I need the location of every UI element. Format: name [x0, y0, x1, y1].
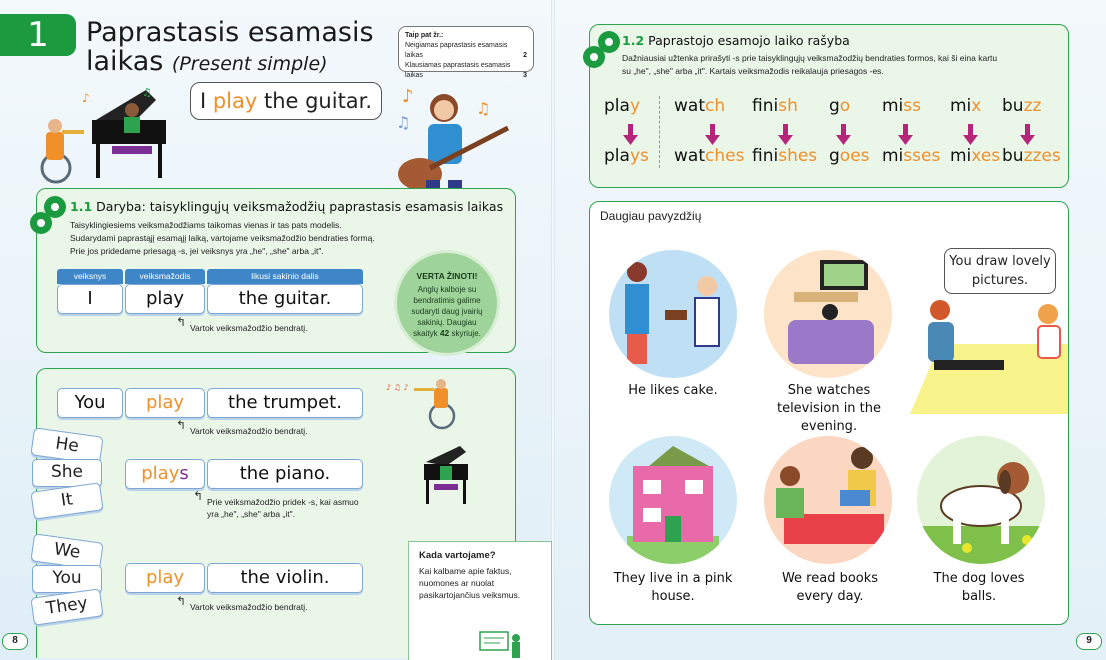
gear-icon — [30, 212, 52, 234]
section-number: 1.2 — [622, 33, 645, 48]
svg-text:♪ ♫ ♪: ♪ ♫ ♪ — [386, 383, 409, 392]
illustration-cake — [609, 250, 737, 378]
illustration-drawing — [910, 294, 1068, 414]
column-header-subject: veiksnys — [57, 269, 123, 284]
section-title-text: Daryba: taisyklingųjų veiksmažodžių paprastasis esamasis laikas — [96, 199, 504, 214]
speech-bubble-draw: You draw lovely pictures. — [944, 248, 1056, 294]
did-you-know-ref[interactable]: 42 — [439, 328, 450, 338]
spelling-result-6: mixes — [950, 146, 1001, 166]
did-you-know-text: Anglų kalboje su bendratimis galime sudaryti daug įvairių sakinių. Daugiau skaityk — [411, 285, 483, 338]
pronoun-he: He — [30, 427, 103, 464]
pronoun-it: It — [30, 482, 103, 519]
spelling-base-5: miss — [882, 96, 922, 116]
pronoun-you: You — [32, 565, 102, 593]
spelling-result-3: finishes — [752, 146, 818, 166]
caption-reading: We read books every day. — [781, 571, 879, 604]
illustration-reading — [764, 436, 892, 564]
puzzle-verb: play — [125, 284, 205, 314]
spelling-result-4: goes — [829, 146, 870, 166]
spelling-result-2: watches — [674, 146, 745, 166]
puzzle-rest: the guitar. — [207, 284, 363, 314]
illustration-pink-house — [609, 436, 737, 564]
title-line2: laikas — [86, 46, 164, 77]
caption-television: She watches television in the evening. — [776, 383, 882, 434]
column-header-rest: likusi sakinio dalis — [207, 269, 363, 284]
row3-rest: the violin. — [207, 563, 363, 593]
section-1-1-title — [70, 199, 503, 214]
speech-verb: play — [212, 89, 258, 113]
section-title-text: Paprastojo esamojo laiko rašyba — [648, 33, 850, 48]
note-use-infinitive: ↰ Vartok veiksmažodžio bendratį. — [190, 322, 307, 334]
row1-note: ↰ Vartok veiksmažodžio bendratį. — [190, 425, 307, 437]
pronoun-she: She — [32, 459, 102, 487]
page-number-right: 9 — [1076, 633, 1102, 650]
caption-pink-house: They live in a pink house. — [613, 571, 733, 604]
spelling-base-7: buzz — [1002, 96, 1042, 116]
see-also-heading: Taip pat žr.: — [405, 32, 444, 39]
title-subtitle: (Present simple) — [171, 53, 328, 75]
spelling-result-7: buzzes — [1002, 146, 1061, 166]
svg-text:♪: ♪ — [402, 86, 414, 107]
row3-note: ↰ Vartok veiksmažodžio bendratį. — [190, 601, 307, 613]
row1-verb-text: play — [145, 392, 185, 413]
svg-text:♫: ♫ — [396, 113, 411, 132]
illustration-dog — [917, 436, 1045, 564]
spelling-base-4: go — [829, 96, 851, 116]
when-to-use-heading: Kada vartojame? — [419, 550, 496, 561]
row2-verb-text: play — [141, 463, 180, 484]
teacher-board-icon — [478, 630, 528, 660]
section-1-2-title — [622, 33, 850, 48]
page-title — [86, 18, 374, 79]
spelling-base-2: watch — [674, 96, 726, 116]
caption-cake: He likes cake. — [628, 383, 718, 398]
see-also-item-1[interactable]: Neigiamas paprastasis esamasis laikas — [405, 42, 508, 59]
row1-subject: You — [57, 388, 123, 418]
see-also-item-1-num: 2 — [523, 52, 527, 59]
row3-verb — [125, 563, 205, 593]
more-examples-heading: Daugiau pavyzdžių — [600, 209, 702, 223]
did-you-know-heading: VERTA ŽINOTI! — [416, 271, 478, 281]
svg-text:♫: ♫ — [476, 99, 491, 118]
trumpet-piano-illustration — [26, 80, 176, 184]
puzzle-subject: I — [57, 284, 123, 314]
row2-note: ↰ Prie veiksmažodžio pridek -s, kai asmuo yra „he", „she" arba „it". — [207, 496, 367, 520]
did-you-know-circle — [394, 250, 500, 356]
speech-bubble-guitar — [190, 82, 382, 120]
see-also-item-2-num: 3 — [523, 72, 527, 79]
title-line1: Paprastasis esamasis — [86, 17, 374, 48]
spelling-base-3: finish — [752, 96, 798, 116]
gear-icon — [583, 46, 605, 68]
caption-dog: The dog loves balls. — [933, 571, 1025, 604]
column-header-verb: veiksmažodis — [125, 269, 205, 284]
section-number: 1.1 — [70, 199, 93, 214]
piano-icon — [420, 444, 472, 510]
page-number-left: 8 — [2, 633, 28, 650]
row2-verb — [125, 459, 205, 489]
spelling-result-1: plays — [604, 146, 649, 166]
spelling-base-6: mix — [950, 96, 982, 116]
row2-rest: the piano. — [207, 459, 363, 489]
arrows-row — [595, 122, 1045, 148]
spelling-result-5: misses — [882, 146, 941, 166]
svg-text:♪: ♪ — [82, 91, 90, 105]
row1-verb — [125, 388, 205, 418]
svg-text:♫: ♫ — [142, 86, 152, 99]
section-1-1-body: Taisyklingiesiems veiksmažodžiams taikomas vienas ir tas pats modelis. Sudarydami paprastąjį esamąjį laiką, vartojame veiksmažodžio bendraties formą. Prie jos pridedame priesagą -s, jei veiksnys yra „he", „she" arba „it". — [70, 220, 375, 256]
trumpet-wheelchair-icon — [384, 376, 470, 432]
spelling-base-1: play — [604, 96, 640, 116]
row1-rest: the trumpet. — [207, 388, 363, 418]
see-also-box — [398, 26, 534, 79]
see-also-item-2[interactable]: Klausiamas paprastasis esamasis laikas — [405, 62, 511, 79]
row3-verb-text: play — [145, 567, 185, 588]
chapter-number-tab: 1 — [0, 14, 76, 56]
did-you-know-ref-suffix: skyriuje. — [449, 329, 481, 338]
when-to-use-text: Kai kalbame apie faktus, nuomones ar nuolat pasikartojančius veiksmus. — [419, 566, 521, 600]
row2-verb-suffix: s — [179, 463, 189, 484]
speech-post: the guitar. — [257, 89, 373, 113]
illustration-television — [764, 250, 892, 378]
pronoun-they: They — [30, 588, 103, 625]
speech-pre: I — [199, 89, 213, 113]
section-1-2-body: Dažniausiai užtenka prirašyti -s prie taisyklingųjų veiksmažodžių bendraties formos, kai ši eina kartu su „he", „she" arba „it". Kartais veiksmažodis reikalauja priesagos -es. — [622, 53, 998, 76]
pronoun-we: We — [30, 533, 103, 570]
